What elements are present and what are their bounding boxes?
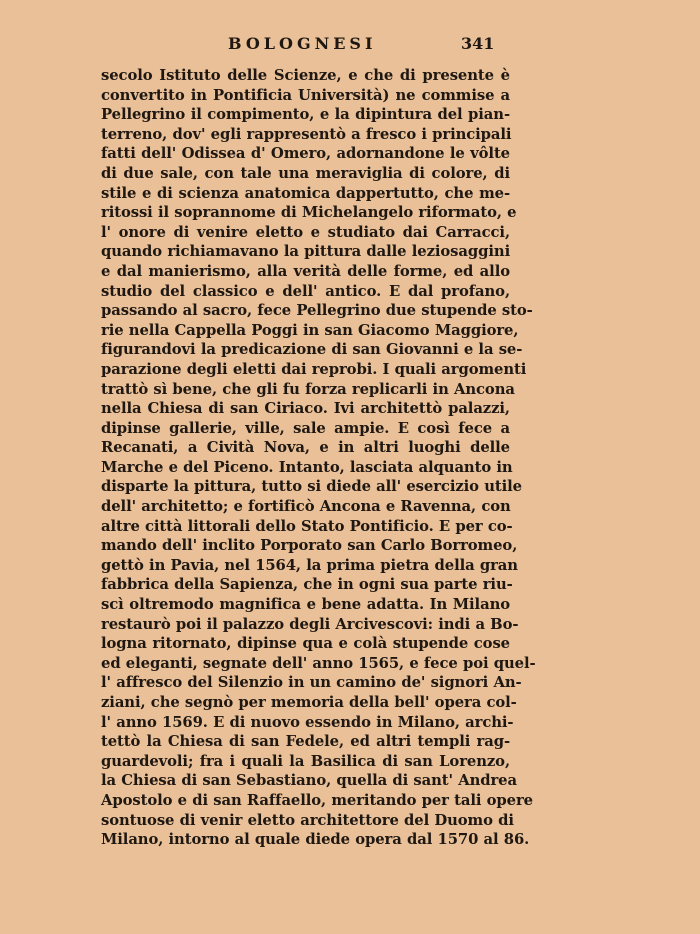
text-line-33: ziani, che segnò per memoria della bell' opera col- [101, 694, 517, 711]
text-line-22: disparte la pittura, tutto si diede all' esercizio utile [101, 478, 522, 496]
text-line-34: l' anno 1569. E di nuovo essendo in Milano, archi- [101, 713, 514, 731]
text-line-4: terreno, dov' egli rappresentò a fresco i principali [101, 125, 512, 143]
running-title: BOLOGNESI [228, 34, 377, 53]
text-line-21: Marche e del Piceno. Intanto, lasciata alquanto in [101, 458, 513, 476]
text-line-15: figurandovi la predicazione di san Giovanni e la se- [101, 341, 523, 359]
text-line-2: convertito in Pontificia Università) ne commise a [101, 86, 510, 104]
text-line-38: Apostolo e di san Raffaello, meritando per tali opere [101, 791, 533, 809]
text-line-27: fabbrica della Sapienza, che in ogni sua parte riu- [101, 576, 513, 594]
text-line-13: passando al sacro, fece Pellegrino due stupende sto- [101, 302, 533, 320]
running-head [228, 34, 498, 56]
text-line-7: stile e di scienza anatomica dappertutto, che me- [101, 184, 510, 202]
text-line-9: l' onore di venire eletto e studiato dai Carracci, [101, 223, 510, 241]
text-line-17: trattò sì bene, che gli fu forza replicarli in Ancona [101, 380, 515, 398]
text-line-1: secolo Istituto delle Scienze, e che di presente è [101, 67, 510, 84]
page-number: 341 [461, 34, 495, 53]
text-line-16: parazione degli eletti dai reprobi. I quali argomenti [101, 360, 527, 378]
text-line-40: Milano, intorno al quale diede opera dal 1570 al 86. [101, 831, 530, 849]
text-line-6: di due sale, con tale una meraviglia di colore, di [101, 164, 510, 182]
text-line-14: rie nella Cappella Poggi in san Giacomo Maggiore, [101, 321, 519, 339]
text-line-29: restaurò poi il palazzo degli Arcivescovi: indi a Bo- [101, 615, 519, 633]
text-line-35: tettò la Chiesa di san Fedele, ed altri templi rag- [101, 733, 510, 751]
text-line-31: ed eleganti, segnate dell' anno 1565, e fece poi quel- [101, 654, 536, 672]
text-line-20: Recanati, a Cività Nova, e in altri luoghi delle [101, 439, 510, 457]
text-line-18: nella Chiesa di san Ciriaco. Ivi architettò palazzi, [101, 400, 510, 418]
text-line-30: logna ritornato, dipinse qua e colà stupende cose [101, 635, 510, 653]
text-line-36: guardevoli; fra i quali la Basilica di san Lorenzo, [101, 752, 510, 770]
text-line-32: l' affresco del Silenzio in un camino de' signori An- [101, 674, 522, 692]
text-line-10: quando richiamavano la pittura dalle leziosaggini [101, 243, 511, 261]
text-line-26: gettò in Pavia, nel 1564, la prima pietra della gran [101, 556, 518, 574]
text-line-3: Pellegrino il compimento, e la dipintura del pian- [101, 106, 510, 124]
text-line-5: fatti dell' Odissea d' Omero, adornandone le vôlte [101, 145, 510, 163]
text-line-25: mando dell' inclito Porporato san Carlo Borromeo, [101, 537, 518, 555]
text-line-23: dell' architetto; e fortificò Ancona e Ravenna, con [101, 498, 511, 516]
text-line-11: e dal manierismo, alla verità delle forme, ed allo [101, 262, 510, 280]
text-line-19: dipinse gallerie, ville, sale ampie. E così fece a [101, 419, 510, 437]
text-line-28: scì oltremodo magnifica e bene adatta. In Milano [101, 596, 510, 614]
text-line-8: ritossi il soprannome di Michelangelo riformato, e [101, 204, 517, 222]
text-line-12: studio del classico e dell' antico. E dal profano, [101, 282, 510, 300]
body-text [101, 66, 536, 850]
text-line-39: sontuose di venir eletto architettore del Duomo di [101, 811, 514, 829]
text-line-37: la Chiesa di san Sebastiano, quella di sant' Andrea [101, 772, 517, 790]
text-line-24: altre città littorali dello Stato Pontificio. E per co- [101, 517, 513, 535]
